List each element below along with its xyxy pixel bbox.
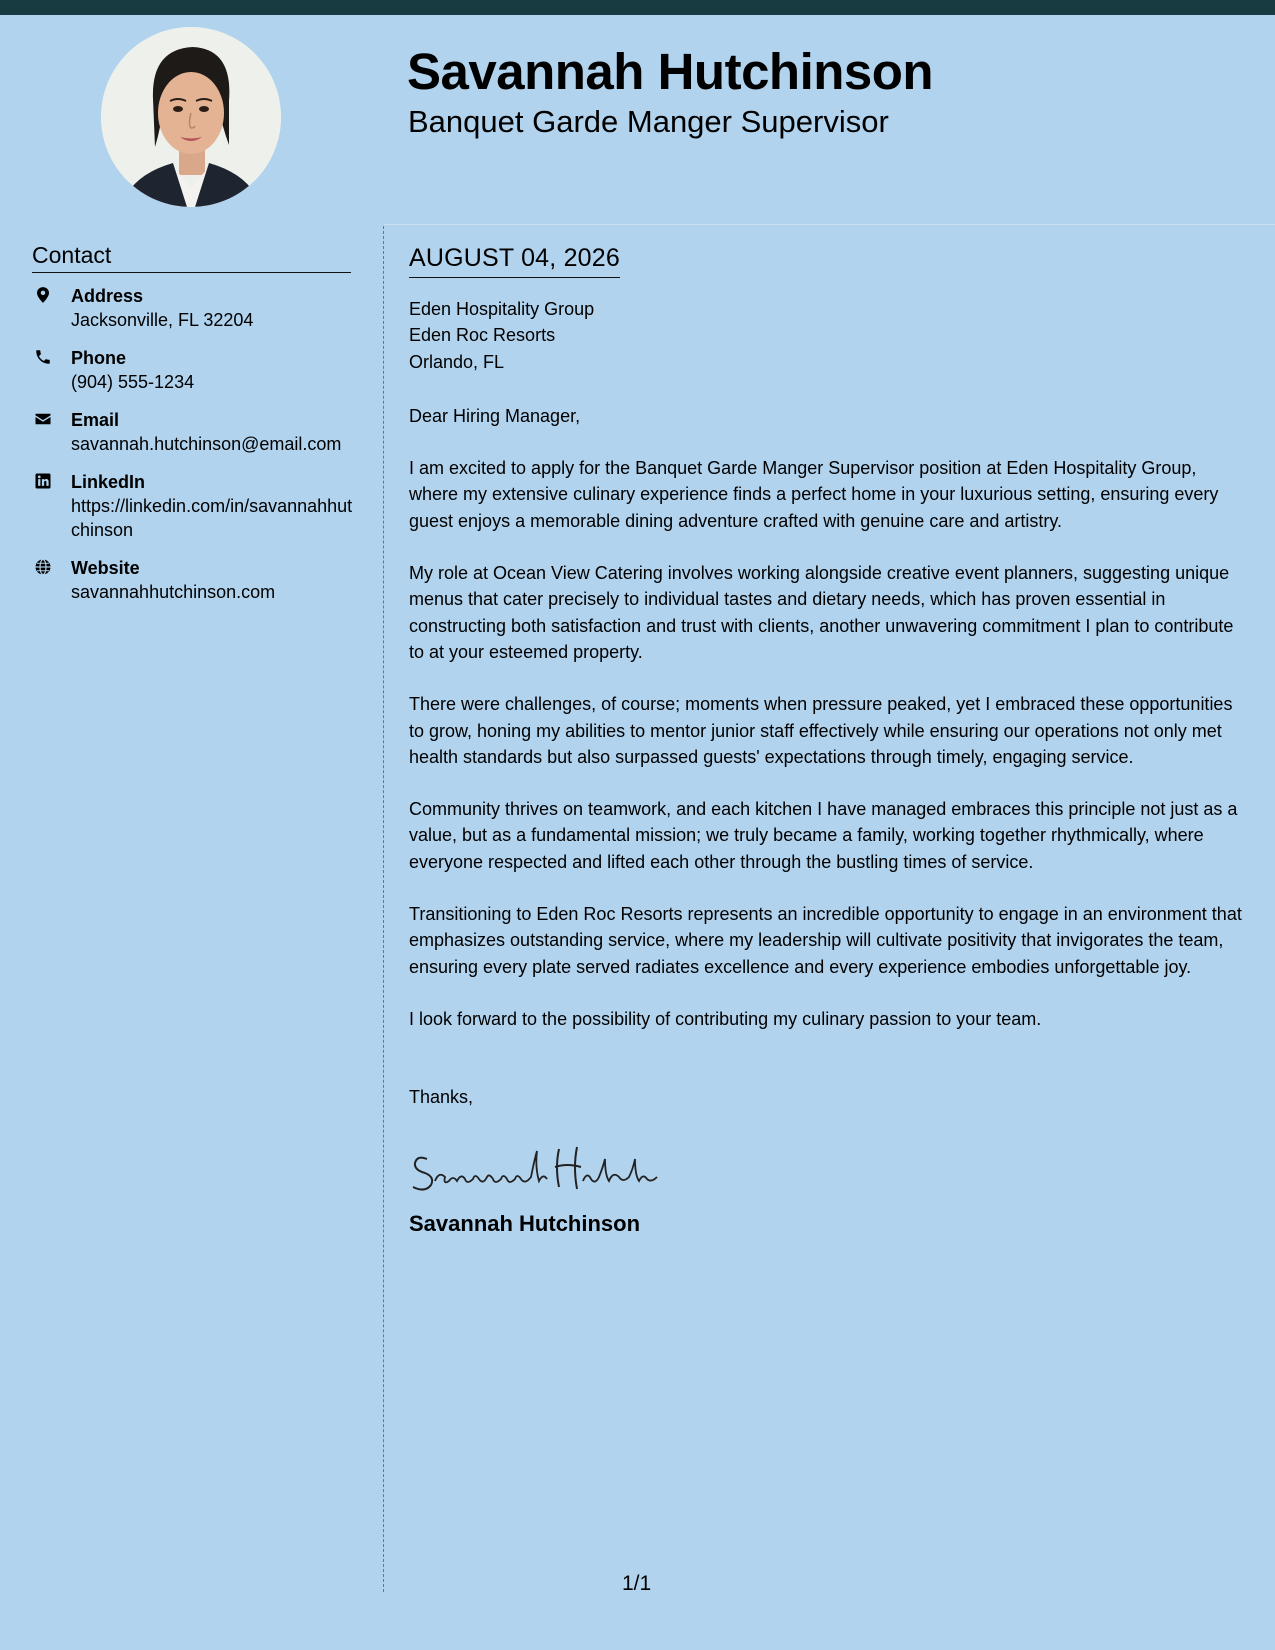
contact-item-email	[32, 408, 362, 456]
contact-label: Email	[71, 410, 120, 430]
contact-label: LinkedIn	[71, 472, 146, 492]
body-paragraph: I look forward to the possibility of contributing my culinary passion to your team.	[409, 1008, 1042, 1029]
address-value: Jacksonville, FL 32204	[71, 310, 254, 330]
contact-item-linkedin	[32, 470, 362, 542]
phone-value: (904) 555-1234	[71, 372, 195, 392]
signer-name: Savannah Hutchinson	[409, 1210, 641, 1236]
recipient-organization: Eden Roc Resorts	[409, 325, 556, 346]
applicant-name: Savannah Hutchinson	[407, 43, 934, 100]
letter-body	[409, 242, 1245, 1239]
contact-label: Website	[71, 558, 140, 578]
signature-image	[409, 1137, 669, 1197]
column-divider	[383, 226, 384, 1592]
contact-item-website	[32, 556, 362, 604]
body-paragraph: I am excited to apply for the Banquet Garde Manger Supervisor position at Eden Hospitality Group, where my extensive culinary experience finds a perfect home in your luxurious setting, ensuring every guest enjoys a memorable dining adventure crafted with genuine care and artistry.	[409, 458, 1219, 531]
header-divider	[384, 224, 1275, 225]
profile-photo-image	[101, 27, 281, 207]
salutation: Dear Hiring Manager,	[409, 405, 581, 426]
body-paragraph: Community thrives on teamwork, and each kitchen I have managed embraces this principle not just as a value, but as a fundamental mission; we truly became a family, working together rhythmically, where everyone respected and lifted each other through the bustling times of service.	[409, 799, 1238, 872]
contact-item-phone	[32, 346, 362, 394]
body-paragraph: Transitioning to Eden Roc Resorts represents an incredible opportunity to engage in an environment that emphasizes outstanding service, where my leadership will cultivate positivity that invigorates the team, ensuring every plate served radiates excellence and every experience embodies unforgettable joy.	[409, 904, 1242, 977]
handwritten-signature	[409, 1137, 1245, 1197]
closing: Thanks,	[409, 1087, 474, 1108]
map-pin-icon	[34, 286, 52, 304]
envelope-icon	[34, 410, 52, 428]
contact-heading: Contact	[32, 240, 351, 273]
contact-item-address	[32, 284, 362, 332]
website-value[interactable]: savannahhutchinson.com	[71, 582, 276, 602]
linkedin-icon	[34, 472, 52, 490]
applicant-job-title: Banquet Garde Manger Supervisor	[408, 104, 889, 139]
body-paragraph: There were challenges, of course; moments when pressure peaked, yet I embraced these opportunities to grow, honing my abilities to mentor junior staff effectively while ensuring our operations not only met health standards but also surpassed guests' expectations through timely, engaging service.	[409, 694, 1233, 767]
email-value[interactable]: savannah.hutchinson@email.com	[71, 434, 342, 454]
recipient-location: Orlando, FL	[409, 351, 505, 372]
letter-date: AUGUST 04, 2026	[409, 242, 620, 278]
phone-icon	[34, 348, 52, 366]
globe-icon	[34, 558, 52, 576]
profile-photo	[101, 27, 281, 207]
recipient-company: Eden Hospitality Group	[409, 299, 595, 319]
linkedin-value[interactable]: https://linkedin.com/in/savannahhutchinson	[71, 496, 353, 540]
top-accent-bar	[0, 0, 1275, 15]
recipient-block	[409, 296, 1245, 375]
page-number: 1/1	[622, 1572, 652, 1595]
contact-list	[32, 284, 362, 618]
contact-label: Address	[71, 286, 144, 306]
body-paragraph: My role at Ocean View Catering involves working alongside creative event planners, suggesting unique menus that cater precisely to individual tastes and dietary needs, which has proven essential in constructing both satisfaction and trust with clients, another unwavering commitment I plan to contribute to at your esteemed property.	[409, 563, 1234, 662]
contact-label: Phone	[71, 348, 127, 368]
